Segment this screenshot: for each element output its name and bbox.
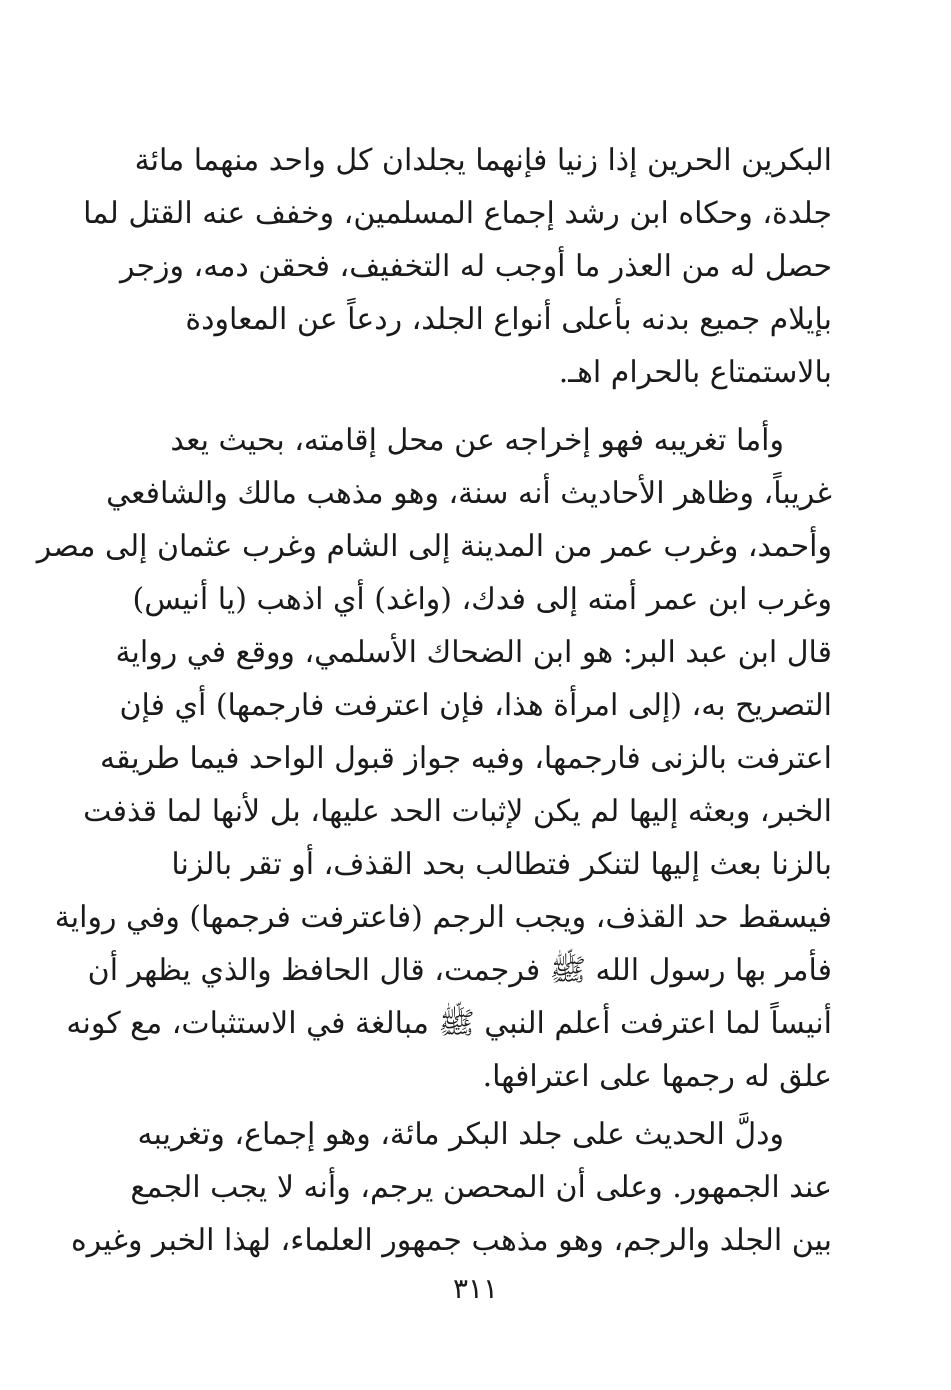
text-line: وأحمد، وغرب عمر من المدينة إلى الشام وغرب عثمان إلى مصر	[36, 529, 832, 564]
text-line: فأمر بها رسول الله ﷺ فرجمت، قال الحافظ والذي يظهر أن	[87, 953, 832, 988]
text-line: وأما تغريبه فهو إخراجه عن محل إقامته، بحيث يعد	[170, 423, 784, 458]
text-line: اعترفت بالزنى فارجمها، وفيه جواز قبول الواحد فيما طريقه	[99, 741, 832, 776]
text-line: التصريح به، (إلى امرأة هذا، فإن اعترفت فارجمها) أي فإن	[119, 688, 832, 723]
text-line: ودلَّ الحديث على جلد البكر مائة، وهو إجماع، وتغريبه	[137, 1117, 784, 1152]
text-line: بالاستمتاع بالحرام اهـ.	[558, 355, 832, 390]
paragraph-1	[83, 134, 832, 399]
paragraph-3	[70, 1108, 832, 1267]
text-line: بالزنا بعث إليها لتنكر فتطالب بحد القذف، أو تقر بالزنا	[171, 847, 832, 882]
text-line: بين الجلد والرجم، وهو مذهب جمهور العلماء، لهذا الخبر وغيره	[70, 1223, 832, 1258]
page-number: ٣١١	[452, 1272, 499, 1305]
text-line: وغرب ابن عمر أمته إلى فدك، (واغد) أي اذهب (يا أنيس)	[132, 582, 832, 617]
text-line: البكرين الحرين إذا زنيا فإنهما يجلدان كل واحد منهما مائة	[134, 143, 832, 178]
text-line: حصل له من العذر ما أوجب له التخفيف، فحقن دمه، وزجر	[119, 249, 832, 284]
text-line: أنيساً لما اعترفت أعلم النبي ﷺ مبالغة في الاستثبات، مع كونه	[66, 1006, 832, 1041]
text-line: الخبر، وبعثه إليها لم يكن لإثبات الحد عليها، بل لأنها لما قذفت	[83, 794, 832, 829]
text-line: عند الجمهور. وعلى أن المحصن يرجم، وأنه لا يجب الجمع	[130, 1170, 832, 1205]
text-line: بإيلام جميع بدنه بأعلى أنواع الجلد، ردعاً عن المعاودة	[185, 302, 832, 337]
text-line: علق له رجمها على اعترافها.	[482, 1059, 832, 1094]
text-line: فيسقط حد القذف، ويجب الرجم (فاعترفت فرجمها) وفي رواية	[54, 900, 832, 935]
paragraph-2	[36, 414, 832, 1103]
text-line: جلدة، وحكاه ابن رشد إجماع المسلمين، وخفف عنه القتل لما	[83, 196, 832, 231]
text-line: قال ابن عبد البر: هو ابن الضحاك الأسلمي، ووقع في رواية	[115, 635, 832, 670]
text-line: غريباً، وظاهر الأحاديث أنه سنة، وهو مذهب مالك والشافعي	[106, 476, 832, 511]
